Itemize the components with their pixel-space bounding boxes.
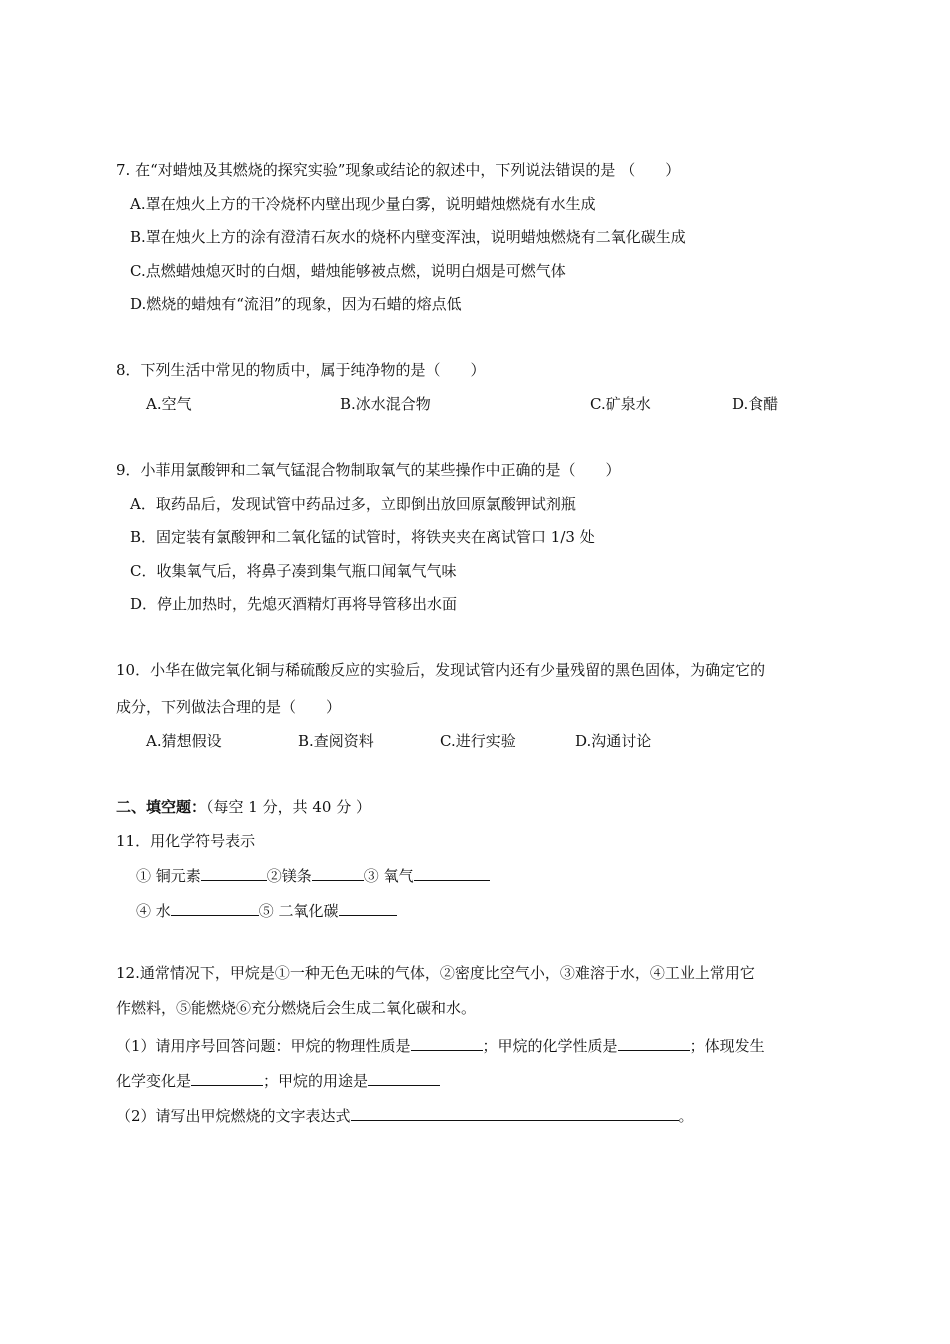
q7-option-d: D.燃烧的蜡烛有“流泪”的现象，因为石蜡的熔点低 <box>130 295 462 313</box>
q12-line1: 12.通常情况下，甲烷是①一种无色无味的气体，②密度比空气小，③难溶于水，④工业上常用它 <box>116 964 755 982</box>
q10-option-a: A.猜想假设 <box>146 732 222 750</box>
q12-part1-use-label: ；甲烷的用途是 <box>263 1072 369 1090</box>
q8-option-c: C.矿泉水 <box>590 395 651 413</box>
section-two-title: 二、填空题： <box>116 798 207 816</box>
q7-option-c: C.点燃蜡烛熄灭时的白烟，蜡烛能够被点燃，说明白烟是可燃气体 <box>130 262 566 280</box>
q12-part2 <box>116 1104 694 1126</box>
q8-option-a: A.空气 <box>146 395 192 413</box>
answer-blank[interactable] <box>201 864 267 881</box>
q11-stem: 11．用化学符号表示 <box>116 832 256 850</box>
q11-row2 <box>136 899 397 921</box>
q8-option-b: B.冰水混合物 <box>340 395 431 413</box>
q12-part1-physical-label: （1）请用序号回答问题：甲烷的物理性质是 <box>116 1037 411 1055</box>
q11-item-water: ④ 水 <box>136 902 171 920</box>
q9-option-d: D．停止加热时，先熄灭酒精灯再将导管移出水面 <box>130 595 458 613</box>
q12-part1-line1 <box>116 1034 765 1056</box>
q7-option-a: A.罩在烛火上方的干冷烧杯内壁出现少量白雾，说明蜡烛燃烧有水生成 <box>130 195 596 213</box>
section-two-header <box>116 797 371 817</box>
answer-blank[interactable] <box>171 899 259 916</box>
answer-blank[interactable] <box>411 1034 483 1051</box>
q9-option-b: B．固定装有氯酸钾和二氧化锰的试管时，将铁夹夹在离试管口 1/3 处 <box>130 528 595 546</box>
q10-option-d: D.沟通讨论 <box>575 732 652 750</box>
q11-item-magnesium: ②镁条 <box>266 867 312 885</box>
q11-row1 <box>136 864 490 886</box>
q9-option-a: A．取药品后，发现试管中药品过多，立即倒出放回原氯酸钾试剂瓶 <box>130 495 576 513</box>
section-two-note: （每空 1 分，共 40 分 ） <box>206 798 371 816</box>
q8-stem: 8．下列生活中常见的物质中，属于纯净物的是（ ） <box>116 361 486 379</box>
q12-part2-label: （2）请写出甲烷燃烧的文字表达式 <box>116 1107 351 1125</box>
q11-item-copper: ① 铜元素 <box>136 867 201 885</box>
answer-blank[interactable] <box>312 864 364 881</box>
q10-option-b: B.查阅资料 <box>298 732 374 750</box>
q8-option-d: D.食醋 <box>732 395 779 413</box>
q10-stem-line1: 10．小华在做完氧化铜与稀硫酸反应的实验后，发现试管内还有少量残留的黑色固体，为确定它的 <box>116 661 766 679</box>
answer-blank[interactable] <box>414 864 490 881</box>
q10-option-c: C.进行实验 <box>440 732 516 750</box>
q9-option-c: C．收集氧气后，将鼻子凑到集气瓶口闻氧气气味 <box>130 562 457 580</box>
answer-blank[interactable] <box>191 1069 263 1086</box>
q12-part1-change-label: ；体现发生 <box>689 1037 765 1055</box>
answer-blank[interactable] <box>368 1069 440 1086</box>
q9-stem: 9．小菲用氯酸钾和二氧气锰混合物制取氧气的某些操作中正确的是（ ） <box>116 461 621 479</box>
q12-part2-period: 。 <box>678 1107 694 1125</box>
q12-part1-chemical-label: ；甲烷的化学性质是 <box>482 1037 618 1055</box>
q7-option-b: B.罩在烛火上方的涂有澄清石灰水的烧杯内壁变浑浊，说明蜡烛燃烧有二氧化碳生成 <box>130 228 686 246</box>
answer-blank[interactable] <box>618 1034 690 1051</box>
q12-part1-line2 <box>116 1069 440 1091</box>
answer-blank[interactable] <box>351 1104 679 1121</box>
q12-line2: 作燃料，⑤能燃烧⑥充分燃烧后会生成二氧化碳和水。 <box>116 999 477 1017</box>
q12-part1-change-label-cont: 化学变化是 <box>116 1072 192 1090</box>
q11-item-oxygen: ③ 氧气 <box>363 867 414 885</box>
q10-stem-line2: 成分，下列做法合理的是（ ） <box>116 698 342 716</box>
q11-item-co2: ⑤ 二氧化碳 <box>258 902 339 920</box>
q7-stem: 7. 在“对蜡烛及其燃烧的探究实验”现象或结论的叙述中，下列说法错误的是 （ ） <box>116 161 681 179</box>
answer-blank[interactable] <box>339 899 397 916</box>
